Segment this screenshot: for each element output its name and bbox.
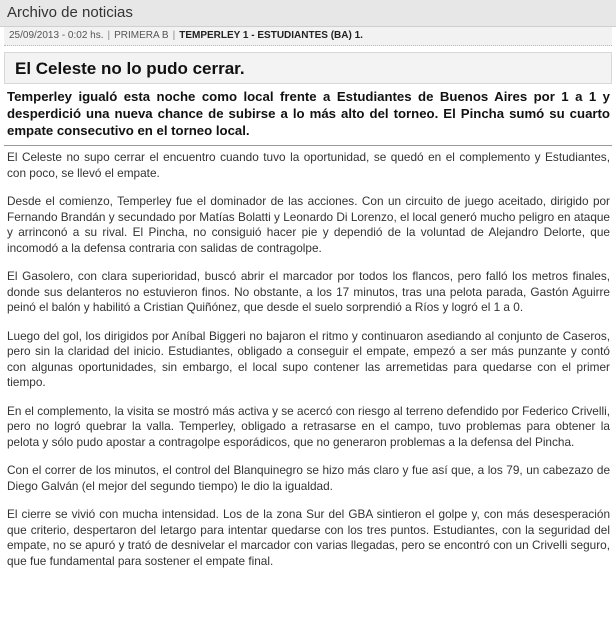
section-link[interactable]: PRIMERA B: [114, 30, 169, 41]
article-paragraph: El Gasolero, con clara superioridad, buscó abrir el marcador por todos los flancos, pero falló los metros finales, donde sus delanteros no estuvieron finos. No obstante, a los 17 minutos, tras una pelota parada, Gastón Aguirre peinó el balón y habilitó a Cristian Quiñónez, que desde el suelo sorprendió a Ríos y logró el 1 a 0.: [7, 269, 610, 314]
article-body: [7, 150, 610, 569]
article-datetime: 25/09/2013 - 0:02 hs.: [9, 30, 104, 41]
divider: [4, 145, 612, 146]
archive-title: Archivo de noticias: [7, 4, 133, 21]
article-lead: Temperley igualó esta noche como local frente a Estudiantes de Buenos Aires por 1 a 1 y desperdició una nueva chance de subirse a lo más alto del torneo. El Pincha sumó su cuarto empate consecutivo en el torneo local.: [7, 89, 610, 138]
article-meta-bar: [4, 27, 612, 46]
archive-header: [0, 0, 616, 27]
article-title-box: [4, 52, 612, 84]
article-paragraph: Desde el comienzo, Temperley fue el dominador de las acciones. Con un circuito de juego aceitado, dirigido por Fernando Brandán y secundado por Matías Bolatti y Leonardo Di Lorenzo, el local generó mucho peligro en ataque y arrinconó a su rival. El Pincha, no consiguió hacer pie y dependió de la voluntad de Alejandro Delorte, que incomodó a la defensa contraria con salidas de contragolpe.: [7, 194, 610, 255]
article-title: El Celeste no lo pudo cerrar.: [15, 59, 245, 78]
meta-separator: |: [107, 30, 111, 41]
match-result: TEMPERLEY 1 - ESTUDIANTES (BA) 1.: [179, 30, 363, 41]
article-paragraph: En el complemento, la visita se mostró más activa y se acercó con riesgo al terreno defendido por Federico Crivelli, pero no logró quebrar la valla. Temperley, obligado a retrasarse en el campo, tuvo problemas para obtener la pelota y sólo pudo apostar a contragolpe esporádicos, que no generaron problemas a la defensa del Pincha.: [7, 403, 610, 449]
article-paragraph: Luego del gol, los dirigidos por Aníbal Biggeri no bajaron el ritmo y continuaron asediando al conjunto de Caseros, pero sin la claridad del inicio. Estudiantes, obligado a conseguir el empate, empezó a ser más punzante y contó con algunas oportunidades, sin embargo, el local supo contener las arremetidas para quedarse con el primer tiempo.: [7, 328, 610, 389]
meta-separator: |: [172, 30, 176, 41]
article-paragraph: Con el correr de los minutos, el control del Blanquinegro se hizo más claro y fue así que, a los 79, un cabezazo de Diego Galván (el mejor del segundo tiempo) le dio la igualdad.: [7, 463, 610, 493]
article-paragraph: El cierre se vivió con mucha intensidad. Los de la zona Sur del GBA sintieron el golpe y, con más desesperación que criterio, despertaron del letargo para intentar quedarse con los tres puntos. Estudiantes, con la seguridad del empate, no se apuró y trató de desnivelar el marcador con varias llegadas, pero se encontró con un Crivelli seguro, que fue fundamental para sostener el empate final.: [7, 507, 610, 568]
article-paragraph: El Celeste no supo cerrar el encuentro cuando tuvo la oportunidad, se quedó en el complemento y Estudiantes, con poco, se llevó el empate.: [7, 150, 610, 180]
